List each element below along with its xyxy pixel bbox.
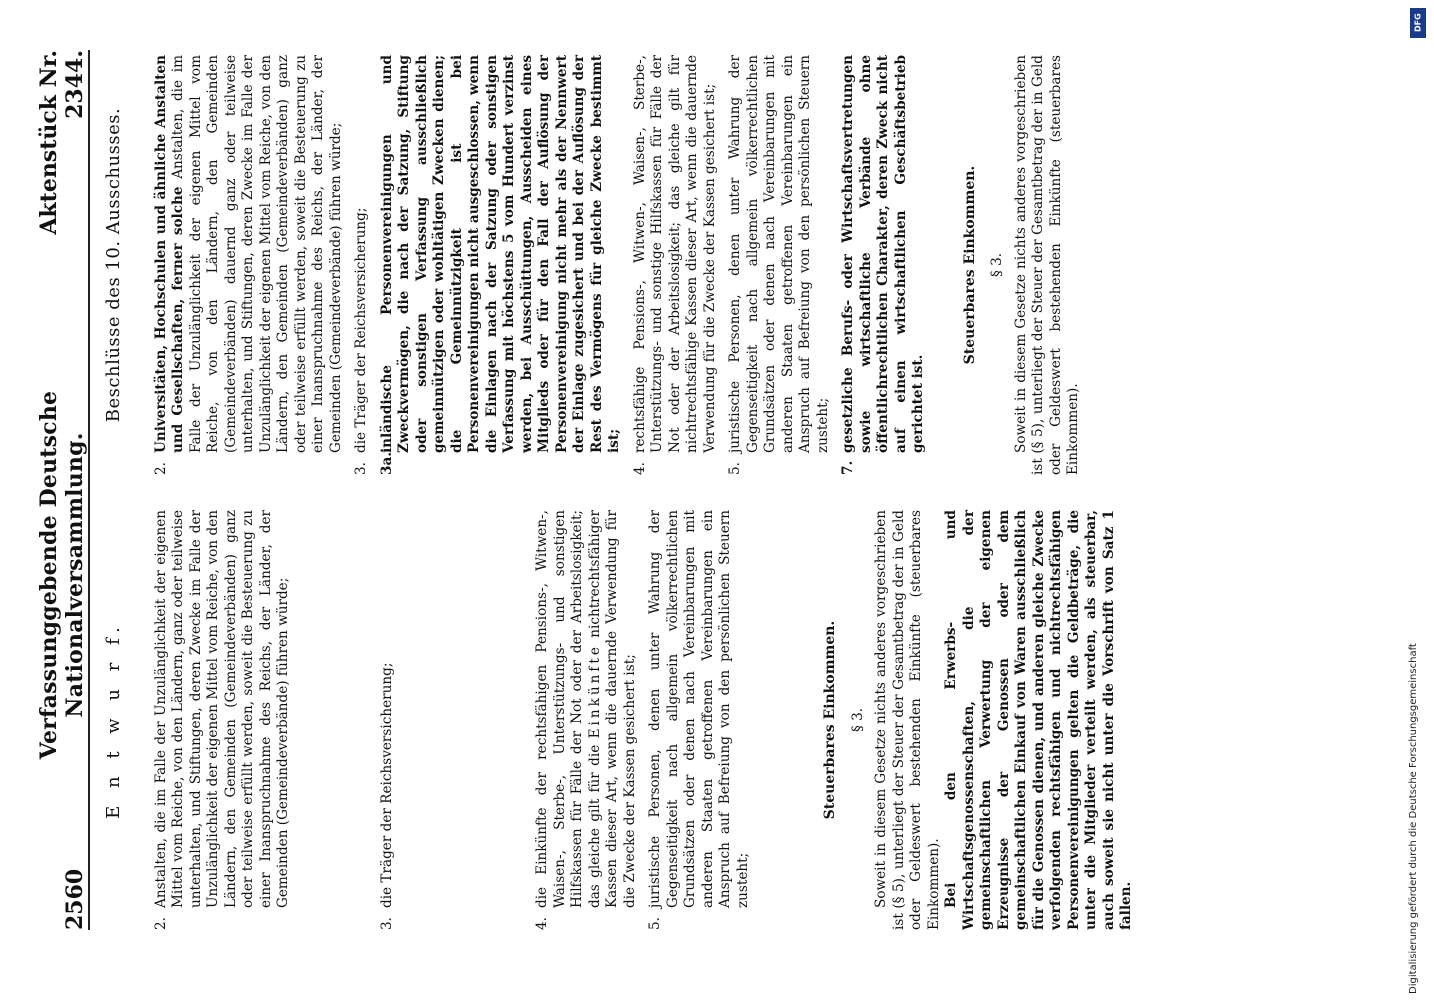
item-text: die Träger der Reichsversicherung; [353,207,369,453]
item-text-part: nichtrechtsfähiger Kassen dieser Art, wenn die dauernde Verwendung für die Zwecke der Kassen gesichert ist; [586,510,638,908]
spacer [301,510,379,930]
item-number: 2. [152,462,169,475]
item-number: 2. [152,917,169,930]
spacer [404,510,534,930]
item-text [534,510,639,908]
item-number: 5. [647,917,663,930]
committee-column [105,55,1083,475]
paragraph-number: § 3. [989,252,1005,278]
draft-item-4 [534,510,639,930]
paragraph-text-amended: Bei den Erwerbs- und Wirtschaftsgenossenschaften, die der gemeinschaftlichen Verwertung der eigenen Erzeugnisse der Genossen oder dem gemeinschaftlichen Einkauf von Waren ausschließlich für die Genossen dienen, und anderen gleiche Zwecke verfolgenden rechtsfähigen und nichtrechtsfähigen Personenvereinigungen gelten die Geldbeträge, die unter die Mitglieder verteilt werden, als steuerbar, auch soweit sie nicht unter die Vorschrift von Satz 1 fallen. [943,510,1134,930]
committee-item-3 [353,55,371,475]
committee-item-4 [632,55,720,475]
item-text [153,55,346,453]
item-text: die Träger der Reichsversicherung; [378,662,395,908]
dfg-logo: DFG [1410,8,1426,38]
draft-item-3 [379,510,397,930]
item-number: 5. [727,462,743,475]
record-number: Aktenstück Nr. 2344. [36,50,88,235]
item-number: 3. [353,462,369,475]
item-number: 3. [378,917,395,930]
item-text: rechtsfähige Pensions-, Witwen-, Waisen-, Sterbe-, Unterstützungs- und sonstige Hilfskassen für Fälle der Not oder der Arbeitslosigkeit; das gleiche gilt für nichtrechtsfähige Kassen dieser Art, wenn die dauernde Verwendung für die Zwecke der Kassen gesichert ist; [631,55,718,453]
item-text-part: die Einkünfte der rechtsfähigen Pensions-, Witwen-, Waisen-, Sterbe-, Unterstützungs- und sonstigen Hilfskassen für Fälle der Not oder der Arbeitslosigkeit; das gleiche gilt für die [534,510,603,908]
committee-item-7 [840,55,928,475]
item-text: juristische Personen, denen unter Wahrung der Gegenseitigkeit nach allgemein völkerrechtlichen Grundsätzen oder denen nach Vereinbarungen mit anderen Staaten getroffenen Vereinbarungen ein Anspruch auf Befreiung von den persönlichen Steuern zusteht; [647,510,751,908]
item-number: 3a. [378,452,395,475]
committee-item-3a [379,55,624,475]
draft-column-title: E n t w u r f. [103,621,124,819]
section-heading: Steuerbares Einkommen. [961,165,978,365]
draft-item-2 [153,510,293,930]
item-number: 4. [631,462,648,475]
digitization-note: Digitalisierung gefördert durch die Deutsche Forschungsgemeinschaft [1408,643,1419,994]
section-heading: Steuerbares Einkommen. [822,620,838,820]
dfg-strip [1404,0,1434,1000]
draft-item-5 [647,510,752,930]
committee-item-2 [153,55,346,475]
item-number: 7. [840,460,856,475]
draft-column [105,510,1136,930]
item-number: 4. [534,917,550,930]
paragraph-text: Soweit in diesem Gesetze nichts anderes vorgeschrieben ist (§ 5), unterliegt der Steuer der Gesamtbetrag der in Geld oder Geldeswert bestehenden Einkünfte (steuerbares Einkommen). [1012,55,1081,475]
page-header [36,50,90,930]
paragraph-number: § 3. [849,707,866,733]
item-text: juristische Personen, denen unter Wahrung der Gegenseitigkeit nach allgemein völkerrechtlichen Grundsätzen oder denen nach Vereinbarungen mit anderen Staaten getroffenen Vereinbarungen ein Anspruch auf Befreiung von den persönlichen Steuern zusteht; [727,55,831,453]
committee-item-5 [727,55,832,475]
item-text: inländische Personenvereinigungen und Zweckvermögen, die nach der Satzung, Stiftung oder sonstigen Verfassung ausschließlich gemeinnützigen oder wohltätigen Zwecken dienen; die Gemeinnützigkeit ist bei Personenvereinigungen nicht ausgeschlossen, wenn die Einlagen nach der Satzung oder sonstigen Verfassung mit höchstens 5 vom Hundert verzinst werden, bei Ausschüttungen, Ausscheiden eines Mitglieds oder für den Fall der Auflösung der Personenvereinigung nicht mehr als der Nennwert der Einlage zugesichert und bei der Auflösung der Rest des Vermögens für gleiche Zwecke bestimmt ist; [378,55,622,453]
spaced-word: Einkünfte [586,644,603,739]
item-text-bold: Universitäten, Hochschulen und ähnliche Anstalten und Gesellschaften, ferner solche [152,55,186,453]
item-text-part: Anstalten, die im Falle der Unzulänglichkeit der eigenen Mittel vom Reiche, von den Ländern, den Gemeinden (Gemeindeverbänden) dauernd ganz oder teilweise unterhalten, und Stiftungen, deren Zwecke im Falle der Unzulänglichkeit der eigenen Mittel vom Reiche, von den Ländern, den Gemeinden (Gemeindeverbänden) ganz oder teilweise erfüllt werden, soweit die Besteuerung zu einer Inanspruchnahme des Reichs, der Länder, der Gemeinden (Gemeindeverbände) führen würde; [170,54,344,453]
committee-column-title: Beschlüsse des 10. Ausschusses. [103,107,124,423]
page-number: 2560 [62,868,88,930]
paragraph-text: Soweit in diesem Gesetze nichts anderes vorgeschrieben ist (§ 5), unterliegt der Steuer der Gesamtbetrag der in Geld oder Geldeswert bestehenden Einkünfte (steuerbares Einkommen). [873,510,942,930]
item-text: Anstalten, die im Falle der Unzulänglichkeit der eigenen Mittel vom Reiche, von den Ländern, ganz oder teilweise unterhalten, und Stiftungen, deren Zwecke im Falle der Unzulänglichkeit der eigenen Mittel vom Reiche, von den Ländern, den Gemeinden (Gemeindeverbänden) ganz oder teilweise erfüllt werden, soweit die Besteuerung zu einer Inanspruchnahme des Reichs, der Länder, der Gemeinden (Gemeindeverbände) führen würde; [152,510,291,908]
item-text: gesetzliche Berufs- oder Wirtschaftsvertretungen sowie wirtschaftliche Verbände ohne öffentlichrechtlichen Charakter, deren Zweck nicht auf einen wirtschaftlichen Geschäftsbetrieb gerichtet ist. [840,55,926,453]
document-title: Verfassunggebende Deutsche Nationalversammlung. [36,390,88,760]
